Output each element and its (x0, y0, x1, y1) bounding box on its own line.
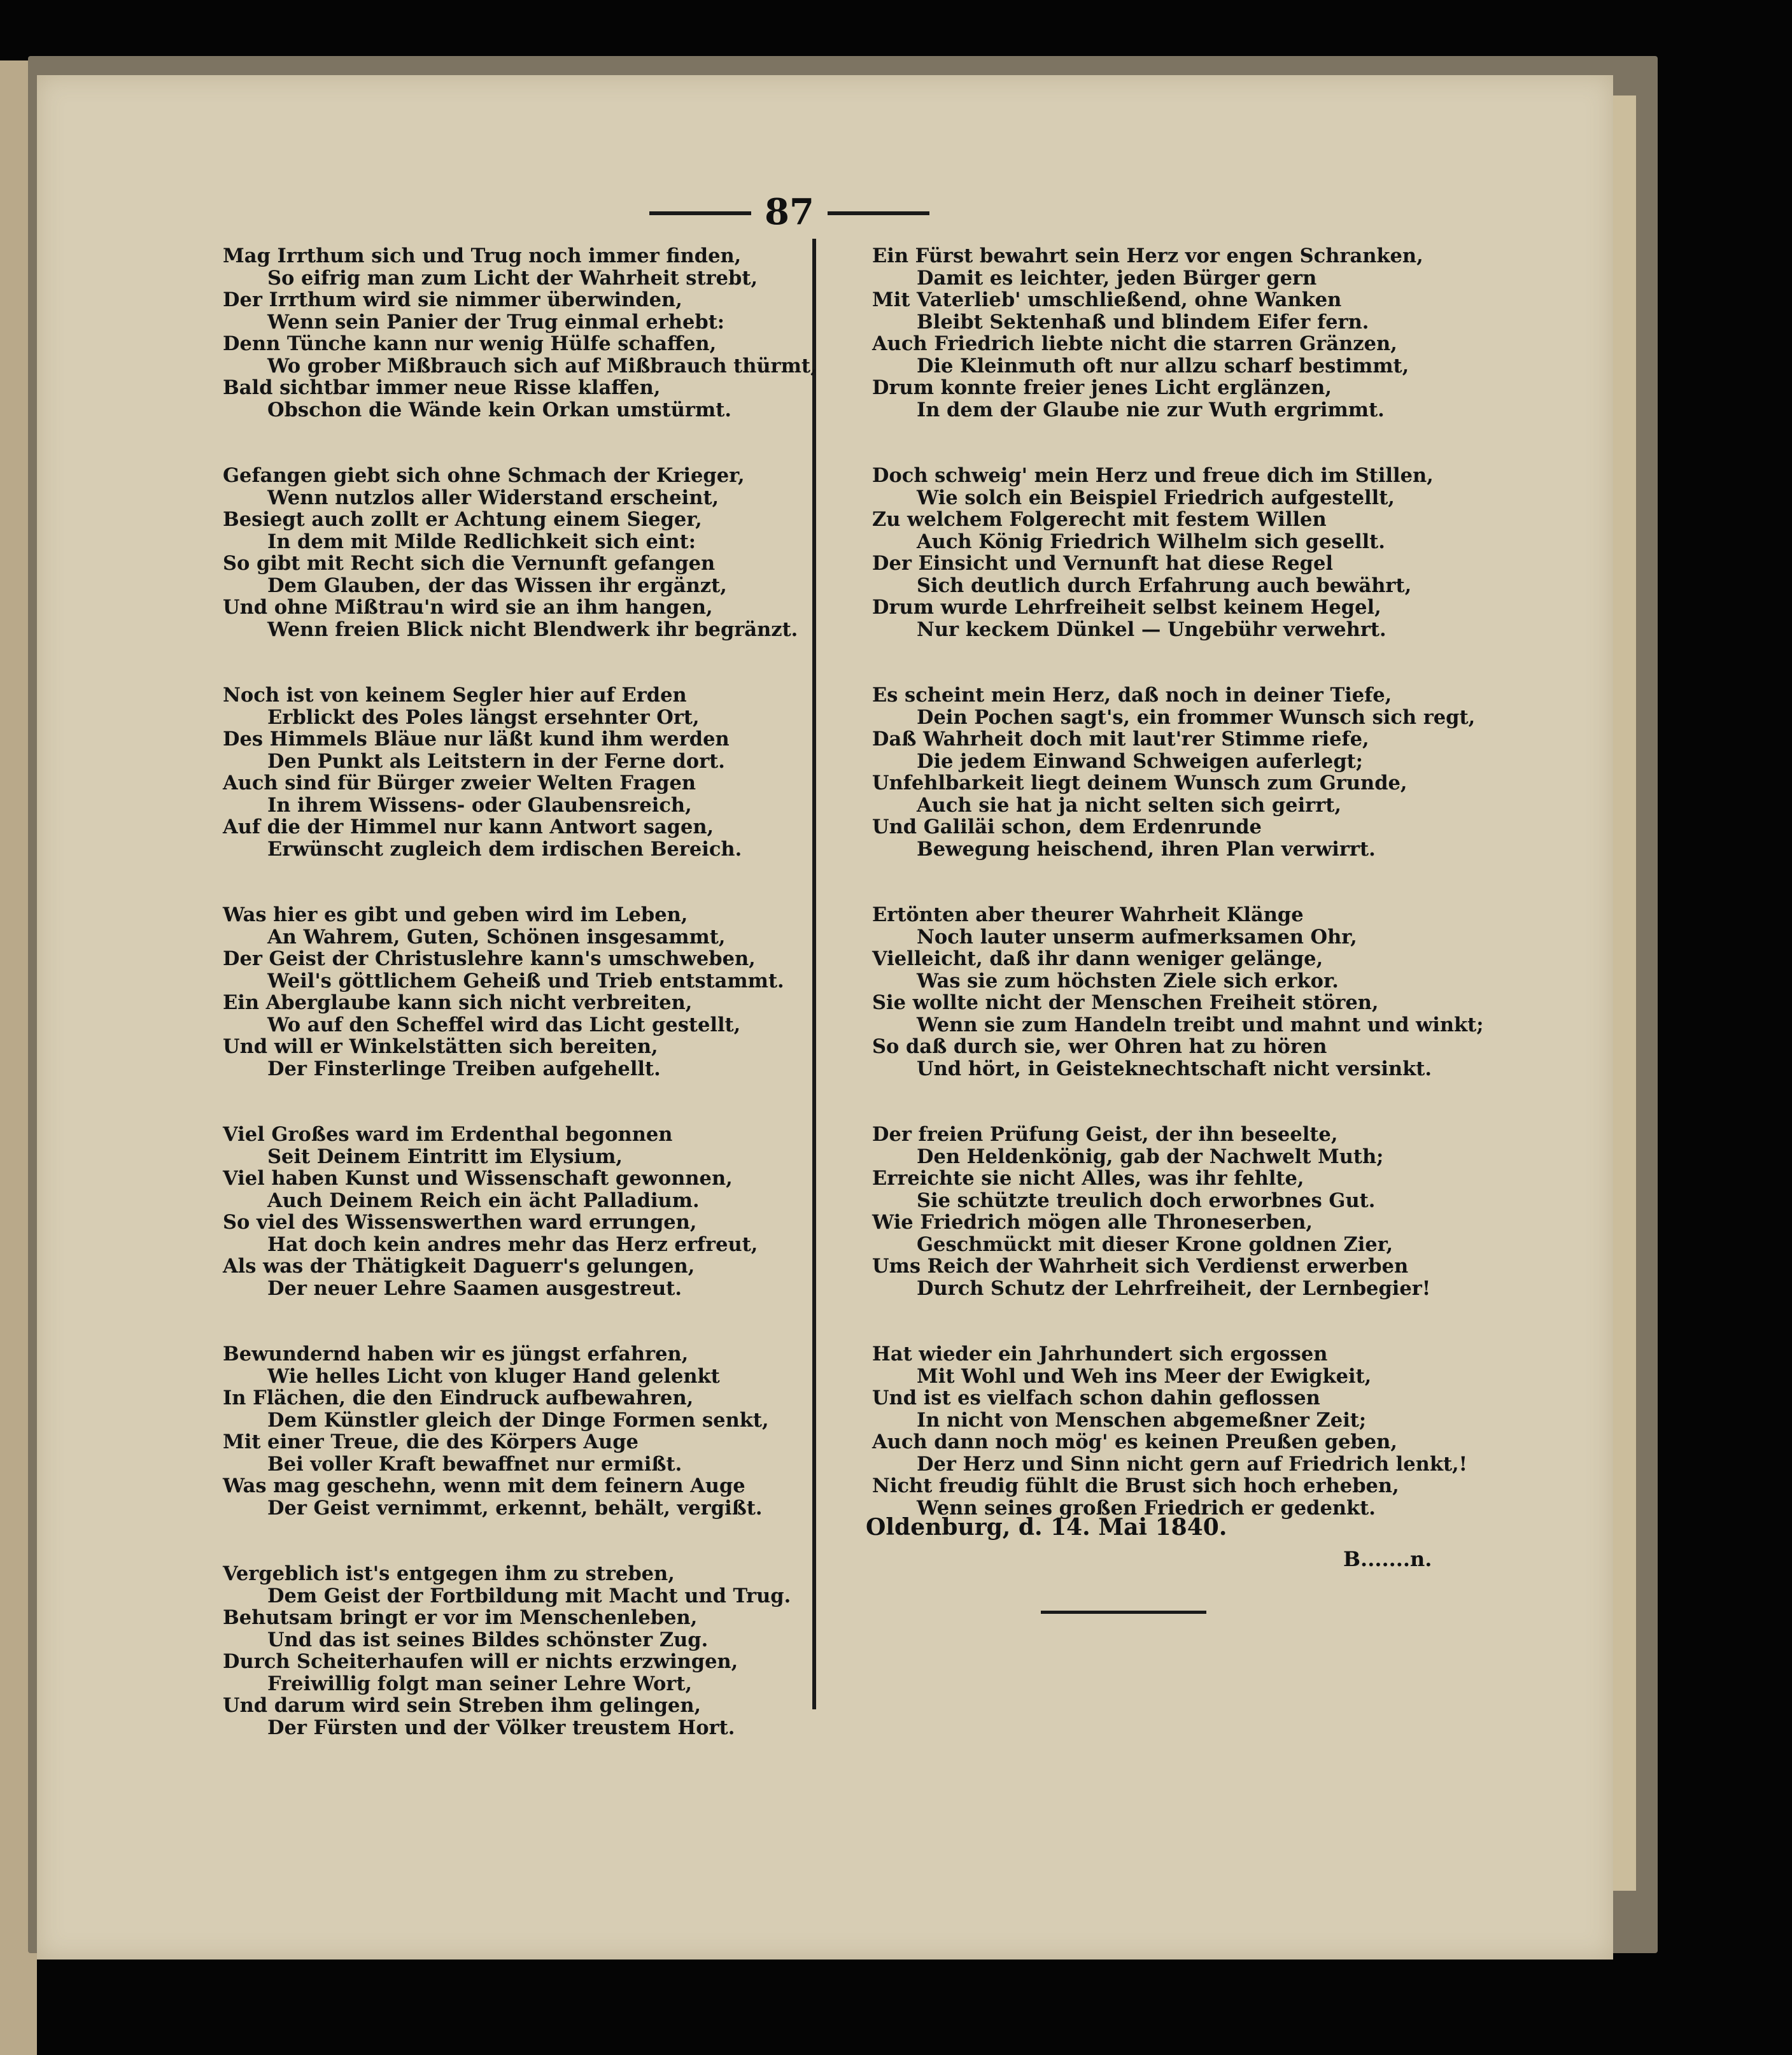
verse-line: In nicht von Menschen abgemeßner Zeit; (917, 1408, 1367, 1432)
verse-line: Vielleicht, daß ihr dann weniger gelänge, (872, 947, 1323, 970)
verse-line: So viel des Wissenswerthen ward errungen, (223, 1211, 697, 1234)
verse-line: Der Geist der Christuslehre kann's umschweben, (223, 947, 756, 970)
stanza (872, 465, 1484, 640)
verse-line: Sie schützte treulich doch erworbnes Gut. (917, 1189, 1376, 1212)
verse-line: Was sie zum höchsten Ziele sich erkor. (917, 969, 1339, 992)
verse-line: Es scheint mein Herz, daß noch in deiner Tiefe, (872, 684, 1392, 707)
verse-line: Bewegung heischend, ihren Plan verwirrt. (917, 837, 1376, 861)
verse-line: Denn Tünche kann nur wenig Hülfe schaffen, (223, 332, 717, 355)
verse-line: Mit Wohl und Weh ins Meer der Ewigkeit, (917, 1364, 1372, 1388)
verse-line: Auch Friedrich liebte nicht die starren Gränzen, (872, 332, 1397, 355)
stanza (223, 1124, 817, 1299)
verse-line: Mit Vaterlieb' umschließend, ohne Wanken (872, 288, 1342, 311)
verse-line: Wo grober Mißbrauch sich auf Mißbrauch thürmt, (267, 354, 817, 378)
verse-line: Daß Wahrheit doch mit laut'rer Stimme riefe, (872, 728, 1369, 751)
verse-line: In ihrem Wissens- oder Glaubensreich, (267, 793, 692, 817)
left-column (223, 245, 817, 1783)
verse-line: Nur keckem Dünkel — Ungebühr verwehrt. (917, 618, 1386, 641)
verse-line: Der Finsterlinge Treiben aufgehellt. (267, 1057, 661, 1080)
stanza (872, 684, 1484, 860)
verse-line: Wenn seines großen Friedrich er gedenkt. (917, 1496, 1376, 1520)
stanza (872, 1343, 1484, 1519)
verse-line: Auch sie hat ja nicht selten sich geirrt, (917, 793, 1341, 817)
verse-line: Der neuer Lehre Saamen ausgestreut. (267, 1276, 682, 1300)
verse-line: Was hier es gibt und geben wird im Leben, (223, 903, 688, 926)
verse-line: Nicht freudig fühlt die Brust sich hoch erheben, (872, 1474, 1399, 1497)
verse-line: Sie wollte nicht der Menschen Freiheit stören, (872, 991, 1379, 1014)
header-rule-right (828, 211, 929, 215)
verse-line: Sich deutlich durch Erfahrung auch bewährt, (917, 574, 1412, 597)
verse-line: Der Fürsten und der Völker treustem Hort. (267, 1716, 735, 1739)
verse-line: Behutsam bringt er vor im Menschenleben, (223, 1606, 698, 1629)
verse-line: Der Einsicht und Vernunft hat diese Regel (872, 552, 1333, 575)
verse-line: Ein Fürst bewahrt sein Herz vor engen Schranken, (872, 244, 1423, 267)
verse-line: Wo auf den Scheffel wird das Licht gestellt, (267, 1013, 741, 1036)
verse-line: Des Himmels Bläue nur läßt kund ihm werden (223, 728, 730, 751)
verse-line: Noch ist von keinem Segler hier auf Erden (223, 684, 687, 707)
verse-line: Zu welchem Folgerecht mit festem Willen (872, 508, 1327, 531)
verse-line: Auch König Friedrich Wilhelm sich gesellt. (917, 530, 1385, 553)
verse-line: Den Heldenkönig, gab der Nachwelt Muth; (917, 1145, 1384, 1168)
verse-line: In dem der Glaube nie zur Wuth ergrimmt. (917, 398, 1385, 421)
verse-line: Seit Deinem Eintritt im Elysium, (267, 1145, 623, 1168)
page-number: 87 (765, 191, 814, 233)
verse-line: Hat wieder ein Jahrhundert sich ergossen (872, 1343, 1328, 1366)
dateline: Oldenburg, d. 14. Mai 1840. (866, 1514, 1227, 1541)
verse-line: Wenn freien Blick nicht Blendwerk ihr begränzt. (267, 618, 798, 641)
stanza (872, 904, 1484, 1080)
verse-line: Und will er Winkelstätten sich bereiten, (223, 1035, 658, 1058)
verse-line: Die jedem Einwand Schweigen auferlegt; (917, 749, 1364, 773)
verse-line: Und ist es vielfach schon dahin geflossen (872, 1387, 1320, 1409)
verse-line: Noch lauter unserm aufmerksamen Ohr, (917, 925, 1357, 949)
verse-line: Auch sind für Bürger zweier Welten Fragen (223, 772, 696, 794)
stanza (223, 245, 817, 421)
verse-line: Ums Reich der Wahrheit sich Verdienst erwerben (872, 1255, 1409, 1278)
verse-line: Ertönten aber theurer Wahrheit Klänge (872, 903, 1304, 926)
verse-line: Und hört, in Geisteknechtschaft nicht versinkt. (917, 1057, 1432, 1080)
verse-line: Und das ist seines Bildes schönster Zug. (267, 1628, 709, 1651)
verse-line: Viel haben Kunst und Wissenschaft gewonnen, (223, 1167, 733, 1190)
verse-line: Bewundernd haben wir es jüngst erfahren, (223, 1343, 689, 1366)
verse-line: Auch dann noch mög' es keinen Preußen geben, (872, 1430, 1397, 1453)
verse-line: Unfehlbarkeit liegt deinem Wunsch zum Grunde, (872, 772, 1407, 794)
verse-line: Wenn sein Panier der Trug einmal erhebt: (267, 310, 725, 334)
verse-line: Wie helles Licht von kluger Hand gelenkt (267, 1364, 720, 1388)
verse-line: Dem Geist der Fortbildung mit Macht und Trug. (267, 1584, 791, 1607)
verse-line: Der Irrthum wird sie nimmer überwinden, (223, 288, 682, 311)
stanza (223, 465, 817, 640)
verse-line: Die Kleinmuth oft nur allzu scharf bestimmt, (917, 354, 1409, 378)
stanza (223, 1563, 817, 1739)
verse-line: Mag Irrthum sich und Trug noch immer finden, (223, 244, 742, 267)
verse-line: Der Herz und Sinn nicht gern auf Friedrich lenkt,! (917, 1452, 1468, 1476)
verse-line: Bei voller Kraft bewaffnet nur ermißt. (267, 1452, 682, 1476)
verse-line: So daß durch sie, wer Ohren hat zu hören (872, 1035, 1327, 1058)
verse-line: Auf die der Himmel nur kann Antwort sagen, (223, 816, 714, 838)
verse-line: Ein Aberglaube kann sich nicht verbreiten, (223, 991, 693, 1014)
stanza (223, 1343, 817, 1519)
verse-line: Gefangen giebt sich ohne Schmach der Krieger, (223, 464, 745, 487)
verse-line: Dem Künstler gleich der Dinge Formen senkt, (267, 1408, 769, 1432)
verse-line: Wenn sie zum Handeln treibt und mahnt und winkt; (917, 1013, 1484, 1036)
verse-line: Als was der Thätigkeit Daguerr's gelungen, (223, 1255, 695, 1278)
verse-line: Weil's göttlichem Geheiß und Trieb entstammt. (267, 969, 784, 992)
verse-line: Bleibt Sektenhaß und blindem Eifer fern. (917, 310, 1369, 334)
verse-line: Und ohne Mißtrau'n wird sie an ihm hangen, (223, 596, 713, 619)
verse-line: Durch Schutz der Lehrfreiheit, der Lernbegier! (917, 1276, 1431, 1300)
verse-line: Freiwillig folgt man seiner Lehre Wort, (267, 1672, 693, 1695)
verse-line: Auch Deinem Reich ein ächt Palladium. (267, 1189, 700, 1212)
verse-line: Erreichte sie nicht Alles, was ihr fehlte, (872, 1167, 1304, 1190)
verse-line: Der freien Prüfung Geist, der ihn beseelte, (872, 1123, 1338, 1146)
verse-line: Drum wurde Lehrfreiheit selbst keinem Hegel, (872, 596, 1381, 619)
verse-line: Den Punkt als Leitstern in der Ferne dort. (267, 749, 725, 773)
verse-line: Drum konnte freier jenes Licht erglänzen, (872, 376, 1332, 399)
verse-line: Dein Pochen sagt's, ein frommer Wunsch sich regt, (917, 705, 1476, 729)
page-header (649, 191, 929, 236)
verse-line: Wie Friedrich mögen alle Throneserben, (872, 1211, 1313, 1234)
stanza (223, 684, 817, 860)
verse-line: So eifrig man zum Licht der Wahrheit strebt, (267, 266, 758, 290)
verse-line: Mit einer Treue, die des Körpers Auge (223, 1430, 638, 1453)
verse-line: Der Geist vernimmt, erkennt, behält, vergißt. (267, 1496, 763, 1520)
right-column (872, 245, 1484, 1563)
stanza (872, 1124, 1484, 1299)
verse-line: Besiegt auch zollt er Achtung einem Sieger, (223, 508, 702, 531)
verse-line: Erwünscht zugleich dem irdischen Bereich. (267, 837, 742, 861)
verse-line: Und Galiläi schon, dem Erdenrunde (872, 816, 1262, 838)
verse-line: Bald sichtbar immer neue Risse klaffen, (223, 376, 661, 399)
verse-line: Doch schweig' mein Herz und freue dich im Stillen, (872, 464, 1434, 487)
verse-line: Vergeblich ist's entgegen ihm zu streben, (223, 1562, 675, 1585)
verse-line: Und darum wird sein Streben ihm gelingen, (223, 1694, 702, 1717)
signature: B.......n. (1343, 1547, 1432, 1571)
verse-line: So gibt mit Recht sich die Vernunft gefangen (223, 552, 716, 575)
end-rule (1041, 1611, 1206, 1614)
verse-line: Obschon die Wände kein Orkan umstürmt. (267, 398, 731, 421)
verse-line: Wie solch ein Beispiel Friedrich aufgestellt, (917, 486, 1395, 509)
verse-line: Viel Großes ward im Erdenthal begonnen (223, 1123, 673, 1146)
verse-line: Durch Scheiterhaufen will er nichts erzwingen, (223, 1650, 738, 1673)
verse-line: Was mag geschehn, wenn mit dem feinern Auge (223, 1474, 745, 1497)
verse-line: Hat doch kein andres mehr das Herz erfreut, (267, 1232, 758, 1256)
verse-line: Geschmückt mit dieser Krone goldnen Zier, (917, 1232, 1393, 1256)
verse-line: Dem Glauben, der das Wissen ihr ergänzt, (267, 574, 727, 597)
stanza (223, 904, 817, 1080)
verse-line: In Flächen, die den Eindruck aufbewahren, (223, 1387, 694, 1409)
stanza (872, 245, 1484, 421)
verse-line: In dem mit Milde Redlichkeit sich eint: (267, 530, 696, 553)
verse-line: Erblickt des Poles längst ersehnter Ort, (267, 705, 700, 729)
verse-line: Damit es leichter, jeden Bürger gern (917, 266, 1317, 290)
verse-line: An Wahrem, Guten, Schönen insgesammt, (267, 925, 726, 949)
verse-line: Wenn nutzlos aller Widerstand erscheint, (267, 486, 719, 509)
